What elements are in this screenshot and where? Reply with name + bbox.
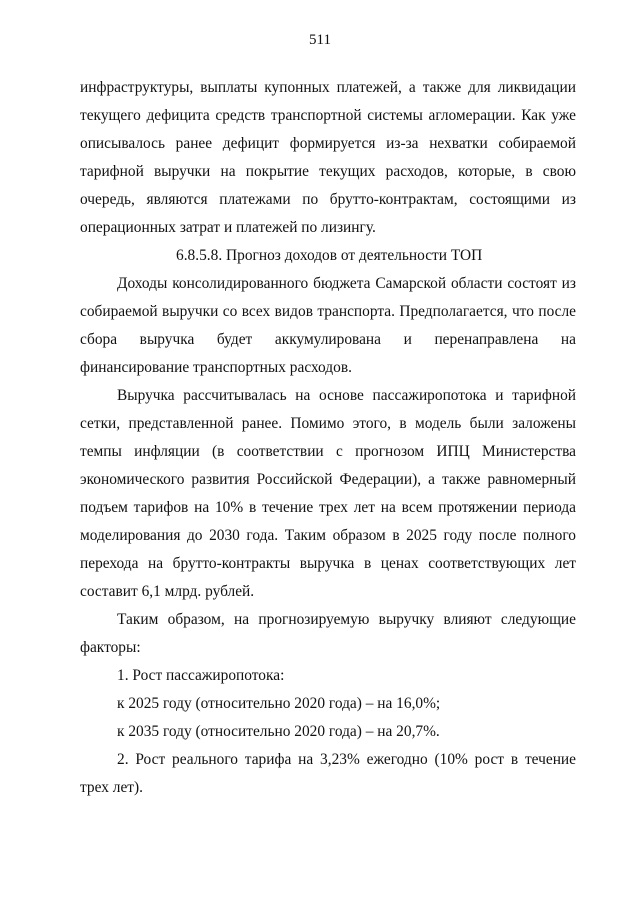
section-heading: 6.8.5.8. Прогноз доходов от деятельности ТОП xyxy=(176,247,483,264)
paragraph-budget-revenue: Доходы консолидированного бюджета Самарской области состоят из собираемой выручки со всех видов транспорта. Предполагается, что после сбора выручка будет аккумулирована и перенаправлена на финансирование транспортных расходов. xyxy=(80,275,576,376)
list-subitem-2035: к 2035 году (относительно 2020 года) – на 20,7%. xyxy=(117,723,440,740)
page-number: 511 xyxy=(309,32,331,48)
paragraph-continuation: инфраструктуры, выплаты купонных платежей, а также для ликвидации текущего дефицита средств транспортной системы агломерации. Как уже описывалось ранее дефицит формируется из-за нехватки собираемой тарифной выручки на покрытие текущих расходов, которые, в свою очередь, являются платежами по брутто-контрактам, состоящими из операционных затрат и платежей по лизингу. xyxy=(80,79,576,236)
paragraph-revenue-calculation: Выручка рассчитывалась на основе пассажиропотока и тарифной сетки, представленной ранее. Помимо этого, в модель были заложены темпы инфляции (в соответствии с прогнозом ИПЦ Министерства экономического развития Российской Федерации), а также равномерный подъем тарифов на 10% в течение трех лет на всем протяжении периода моделирования до 2030 года. Таким образом в 2025 году после полного перехода на брутто-контракты выручка в ценах соответствующих лет составит 6,1 млрд. рублей. xyxy=(80,387,576,600)
list-item-tariff-growth: 2. Рост реального тарифа на 3,23% ежегодно (10% рост в течение трех лет). xyxy=(80,751,576,796)
list-item-passenger-growth: 1. Рост пассажиропотока: xyxy=(117,667,285,684)
page-content xyxy=(80,74,576,802)
paragraph-factors-intro: Таким образом, на прогнозируемую выручку влияют следующие факторы: xyxy=(80,611,576,656)
list-subitem-2025: к 2025 году (относительно 2020 года) – на 16,0%; xyxy=(117,695,441,712)
